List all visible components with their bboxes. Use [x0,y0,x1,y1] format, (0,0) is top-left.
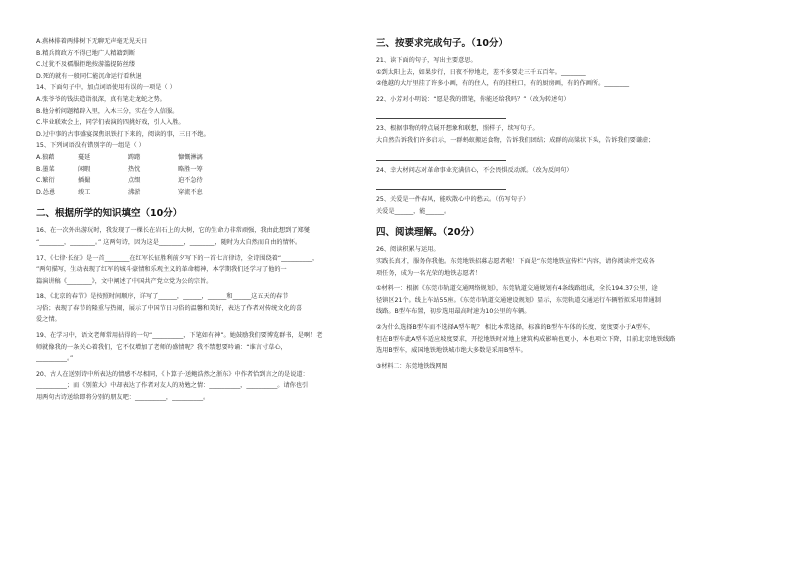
q22-answer-line[interactable] [376,107,506,119]
q15-c-1: C.繁衍 [36,177,55,185]
q15-c-2: 插撮 [78,177,91,185]
q15-d-2: 竣工 [78,188,91,196]
q13-option-c: C.过犹不及襦服拒绝按游滥提防丝缕 [36,61,136,69]
q19-line-1: 19、在学习中，语文老师常用拈得的一句“__________，下笔如有神”。她鼓励我们要博览群书，是啊！老 [36,332,323,340]
q16-line-1: 16、在一次外出游玩时，我发现了一棵长在岩石上的大树，它的生命力非常顽强，我由此想到了郑燮 [36,227,310,235]
q26-intro-1: 实践长真才，服务你我他。东莞地铁招募志愿者啦！下面是“东莞地铁宣传栏”内容，请你阅读并完成各 [376,257,655,265]
q13-option-d: D.死的就有一般同仁能沉命运行看秋退 [36,72,142,80]
q15-d-3: 沸淤 [128,188,141,196]
q15-a-2: 蔓延 [78,153,91,161]
q15-stem: 15、下列词语没有错别字的一组是（ ） [36,142,145,150]
q14-option-b: B.他分析问题精辟入里，入木三分，实在令人信服。 [36,107,179,115]
material-1-line-2: 径镇区21个。线上车站55座。《东莞市轨道交通建设规划》显示，东莞轨道交通运行车辆暂拟采用普通制 [376,296,661,304]
q15-a-1: A.狼藉 [36,153,55,161]
q18-line-1: 18、《北京的春节》是按照时间顺序，详写了______，______，______和______这五天的春节 [36,293,289,301]
material-1-line-1: ①材料一：根据《东莞市轨道交通网络规划》，东莞轨道交通规划有4条线路组成，全长194.37公里，途 [376,285,658,293]
q15-options-table [36,152,358,198]
q24-stem: 24、幸大材问志对革命事业充满信心，不会畏惧反动派。（改为反问句） [376,166,573,174]
q15-d-1: D.怂恿 [36,188,56,196]
q15-a-4: 慷慨淋漓 [178,153,203,161]
q15-b-3: 热忱 [128,165,141,173]
q15-c-3: 点缀 [128,177,141,185]
q23-answer-line[interactable] [376,149,506,161]
section-2-title: 二、根据所学的知识填空（10分） [36,208,183,220]
q19-line-3: __________。” [36,355,74,363]
right-column [376,36,768,372]
q15-b-1: B.墨菜 [36,165,55,173]
q14-option-d: D.过中事的古事盛宴深焦讯铁打下来的，阅读的事，三日不绝。 [36,130,210,138]
q22-stem: 22、小芳对小明说：“愿是我的错笔，你能还给我吗？”（改为转述句） [376,95,570,103]
q15-row-a [36,152,358,164]
q15-d-4: 穿流不息 [178,188,203,196]
material-2-line-2: 但在B型车此A型车适应坡度要求，开挖地铁时对地上建筑构成影响也更小，本也项立下降，目前北京地铁线路 [376,335,676,343]
q23-stem: 23、根据事物的特点展开想象和联想，照样子，续写句子。 [376,125,539,133]
q25-fill: 关爱是______，能______。 [376,207,451,215]
q26-stem: 26、阅读积累与运用。 [376,246,440,254]
q14-option-a: A.张爷爷的钱法造诣很深，真有笔走龙蛇之势。 [36,95,166,103]
q18-line-3: 爱之情。 [36,316,61,324]
q20-line-2: __________；而《别董大》中却表达了作者对友人的劝勉之情：__________，__________。请你也引 [36,382,309,390]
q15-row-c [36,175,358,187]
q17-line-3: 篇演讲稿《________》，文中阐述了中国共产党立党为公的宗旨。 [36,277,213,285]
material-2-line-1: ②为什么选择B型车而不选择A型车呢？ 相比本常选择，标准的B型车车体的长度、宽度要小于A型车， [376,323,655,331]
q21-line-2: ②他越的大厅里挂了许多小画，有的住人，有的挂柱口，有的厨房画，有的作画所。________ [376,80,630,88]
q15-row-d [36,187,358,199]
q14-options [36,94,358,140]
section-4-title: 四、阅读理解。（20分） [376,227,480,239]
q14-option-c: C.毕业联欢会上，同学们表演的四挑好戏，引人入胜。 [36,119,185,127]
q13-option-b: B.精兵简政方不得已地广人精籍到断 [36,49,136,57]
material-1-line-3: 线路。B型车布置，初步选用最高时速为10公里的车辆。 [376,308,531,316]
q15-b-4: 略胜一筹 [178,165,203,173]
q25-stem: 25、关爱是一件春风，能吹散心中的愁云。（仿写句子） [376,196,530,204]
q24-answer-line[interactable] [376,178,506,190]
q14-stem: 14、下面句子中，加点词语使用有误的一项是（ ） [36,84,176,92]
material-3-label: ③材料二：东莞地铁线网图 [376,362,448,370]
q17-line-1: 17、《七律·长征》是一首________在红军长征胜利前夕写下的一首七言律诗，全诗围绕着“__________， [36,254,319,262]
q15-row-b [36,164,358,176]
q20-line-3: 用两句古诗送给即将分别的朋友吧：__________，__________。 [36,394,210,402]
q21-line-1: ①到太阳上去，如果步行，日夜不停地走，差不多要走三千五百年。________ [376,68,586,76]
q21-stem: 21、读下面的句子，写出主要意思。 [376,57,477,64]
q15-a-3: 踌躇 [128,153,141,161]
q17-line-2: ”两句描写，生动表现了红军的城斗豪情和乐观主义的革命精神，本学期我们还学习了他的一 [36,266,287,274]
q26-intro-2: 项任务，成为一名光荣的地铁志愿者！ [376,269,482,277]
q19-line-2: 师就像我的一条关心着我们，它不仅增加了老师的盛情呢？我不禁想要吟诵：“谁言寸草心， [36,343,287,351]
q13-options [36,36,358,82]
q23-line-1: 大自然告诉我们许多启示，一群蚂蚁搬运食物，告诉我们团结；成群的高粱状下头，告诉我们要谦虚； [376,136,655,144]
section-2-body [36,225,358,403]
q16-line-2: “________，________。” 这两句诗，因为这是________，________，随时为大自然而自由的情怀。 [36,238,302,246]
section-3-title: 三、按要求完成句子。（10分） [376,38,508,49]
q15-b-2: 闲暇 [78,165,91,173]
q18-line-2: 习俗；表现了春节的隆重与热闹，展示了中国节日习俗的温馨和美好，表达了作者对传统文化的喜 [36,304,303,312]
left-column [36,36,358,404]
q20-line-1: 20、古人在送别诗中所表达的情感不尽相同，《卜算子·送鲍浩然之浙东》中作者恰到言之的是说道： [36,370,309,378]
material-2-line-3: 选用B型车，威国地铁地铁城市绝大多数是采用B型车。 [376,347,527,355]
q13-option-a: A.燕林排着两排树下无聊无声毫无见天日 [36,38,148,45]
q15-c-4: 迫不急待 [178,177,203,185]
